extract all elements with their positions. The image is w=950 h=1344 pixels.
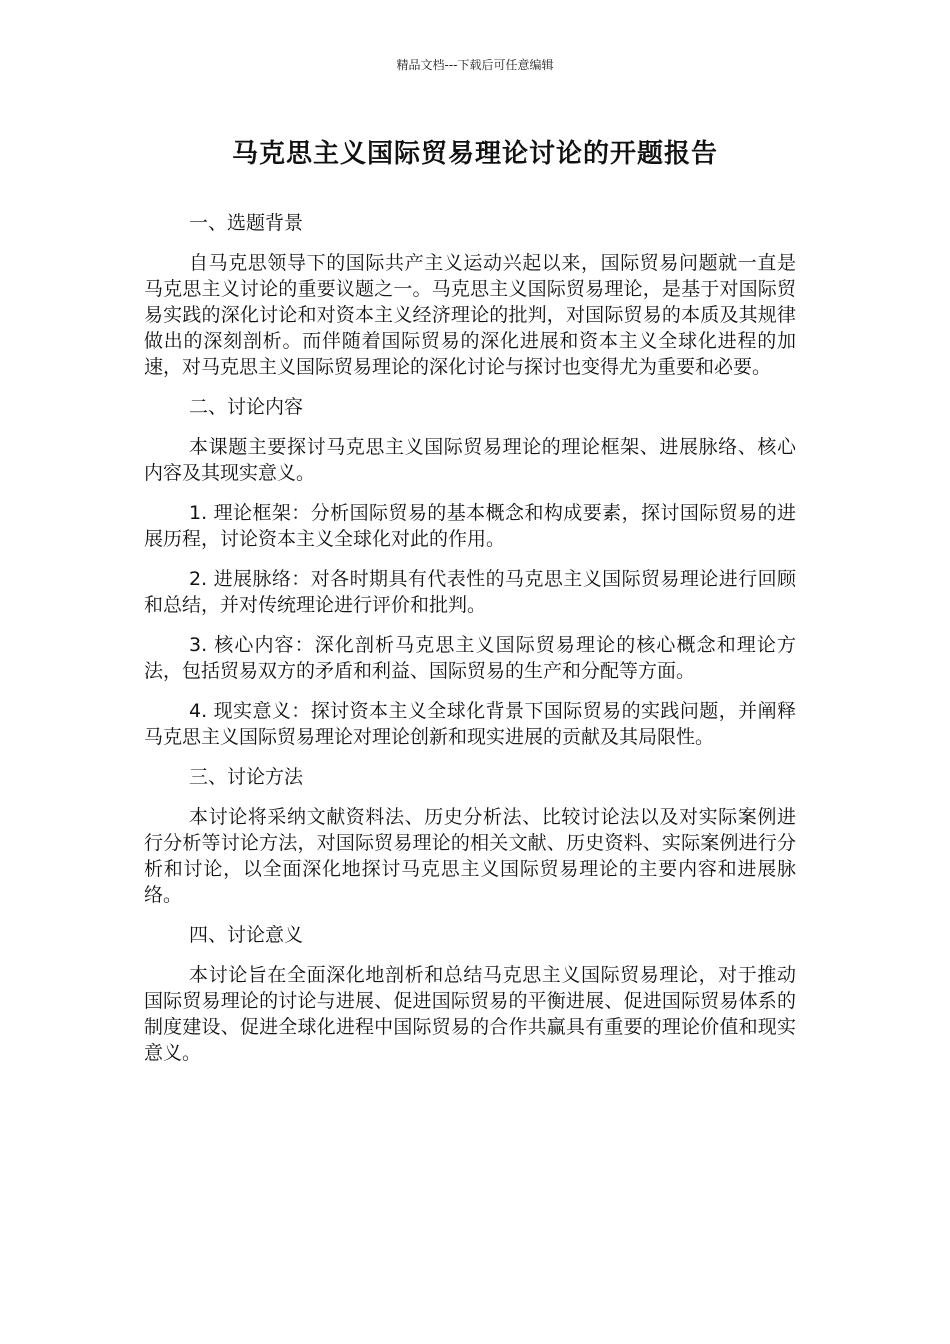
paragraph-content-intro: 本课题主要探讨马克思主义国际贸易理论的理论框架、进展脉络、核心内容及其现实意义。 <box>144 436 796 484</box>
document-title: 马克思主义国际贸易理论讨论的开题报告 <box>231 139 718 169</box>
section-heading-content: 二、讨论内容 <box>189 396 304 418</box>
header-note: 精品文档---下载后可任意编辑 <box>396 58 554 72</box>
section-heading-methods: 三、讨论方法 <box>189 766 304 788</box>
list-item-core: 3. 核心内容：深化剖析马克思主义国际贸易理论的核心概念和理论方法，包括贸易双方的矛盾和利益、国际贸易的生产和分配等方面。 <box>144 634 796 682</box>
list-item-significance: 4. 现实意义：探讨资本主义全球化背景下国际贸易的实践问题，并阐释马克思主义国际贸易理论对理论创新和现实进展的贡献及其局限性。 <box>144 700 796 748</box>
section-heading-background: 一、选题背景 <box>189 212 304 234</box>
list-item-framework: 1. 理论框架：分析国际贸易的基本概念和构成要素，探讨国际贸易的进展历程，讨论资本主义全球化对此的作用。 <box>144 502 796 550</box>
list-item-development: 2. 进展脉络：对各时期具有代表性的马克思主义国际贸易理论进行回顾和总结，并对传统理论进行评价和批判。 <box>144 568 796 616</box>
paragraph-methods: 本讨论将采纳文献资料法、历史分析法、比较讨论法以及对实际案例进行分析等讨论方法，对国际贸易理论的相关文献、历史资料、实际案例进行分析和讨论，以全面深化地探讨马克思主义国际贸易理论的主要内容和进展脉络。 <box>144 806 796 906</box>
section-heading-meaning: 四、讨论意义 <box>189 924 304 946</box>
paragraph-meaning: 本讨论旨在全面深化地剖析和总结马克思主义国际贸易理论，对于推动国际贸易理论的讨论与进展、促进国际贸易的平衡进展、促进国际贸易体系的制度建设、促进全球化进程中国际贸易的合作共赢具有重要的理论价值和现实意义。 <box>144 964 796 1064</box>
paragraph-background: 自马克思领导下的国际共产主义运动兴起以来，国际贸易问题就一直是马克思主义讨论的重要议题之一。马克思主义国际贸易理论，是基于对国际贸易实践的深化讨论和对资本主义经济理论的批判，对国际贸易的本质及其规律做出的深刻剖析。而伴随着国际贸易的深化进展和资本主义全球化进程的加速，对马克思主义国际贸易理论的深化讨论与探讨也变得尤为重要和必要。 <box>144 252 796 378</box>
document-body <box>144 210 796 1080</box>
